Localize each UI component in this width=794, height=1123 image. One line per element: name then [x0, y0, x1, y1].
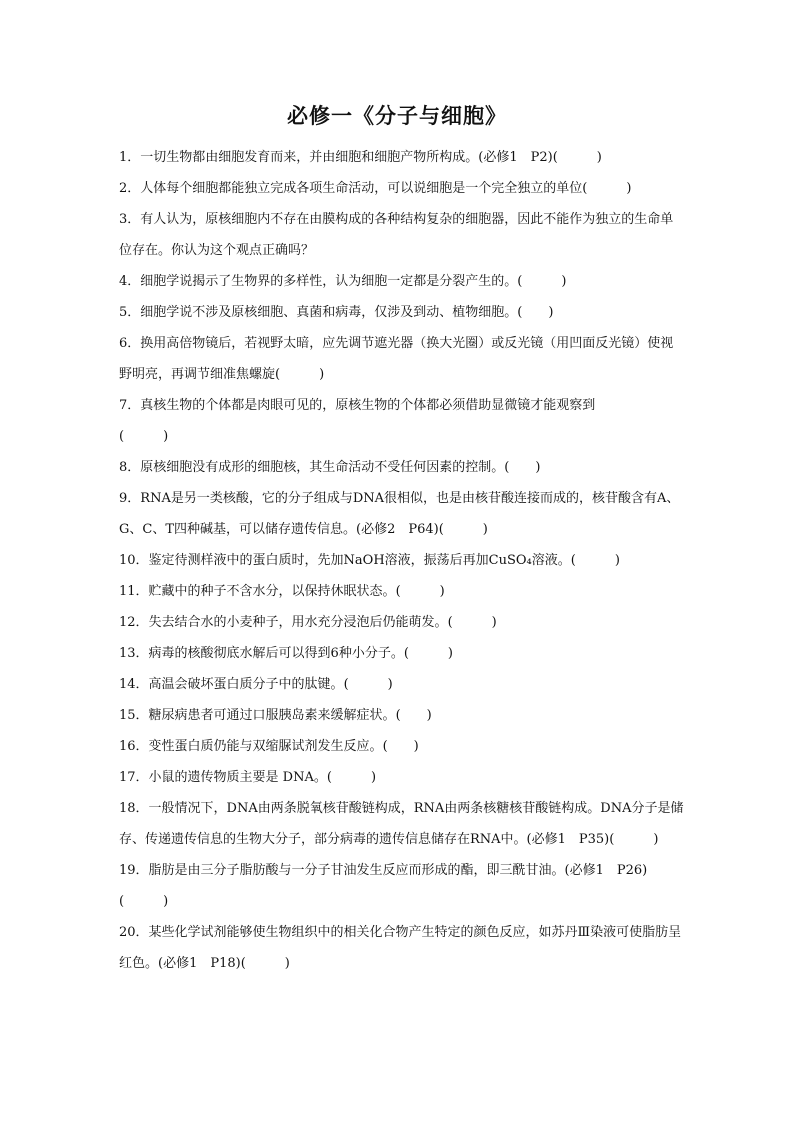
question-number: 17． [119, 770, 149, 785]
question-text: 换用高倍物镜后，若视野太暗，应先调节遮光器（换大光圈）或反光镜（用凹面反光镜）使视野明亮，再调节细准焦螺旋 [119, 336, 674, 382]
question-text: 糖尿病患者可通过口服胰岛素来缓解症状。 [148, 708, 396, 723]
question-text: 细胞学说不涉及原核细胞、真菌和病毒，仅涉及到动、植物细胞。 [140, 305, 518, 320]
question-item [119, 793, 685, 855]
question-number: 12． [119, 615, 149, 630]
question-number: 13． [119, 646, 149, 661]
question-text: 脂肪是由三分子脂肪酸与一分子甘油发生反应而形成的酯，即三酰甘油。(必修1 P26) [148, 863, 648, 878]
answer-blank: ( ) [582, 181, 632, 196]
question-number: 9． [119, 491, 141, 506]
question-item [119, 266, 685, 297]
question-item [119, 855, 685, 917]
question-item [119, 917, 685, 979]
answer-blank: ( ) [240, 956, 290, 971]
question-text: 某些化学试剂能够使生物组织中的相关化合物产生特定的颜色反应，如苏丹Ⅲ染液可使脂肪呈红色。(必修1 P18) [119, 925, 682, 971]
question-item [119, 607, 685, 638]
question-number: 15． [119, 708, 149, 723]
answer-blank: ( ) [504, 460, 541, 475]
question-item [119, 204, 685, 266]
answer-blank: ( ) [517, 274, 567, 289]
question-number: 20． [119, 925, 149, 940]
question-item [119, 545, 685, 576]
question-number: 10． [119, 553, 149, 568]
answer-blank: ( ) [275, 367, 325, 382]
question-number: 14． [119, 677, 149, 692]
question-number: 16． [119, 739, 149, 754]
answer-blank: ( ) [395, 584, 445, 599]
question-text: 失去结合水的小麦种子，用水充分浸泡后仍能萌发。 [148, 615, 448, 630]
question-item [119, 638, 685, 669]
answer-blank: ( ) [570, 553, 620, 568]
question-number: 18． [119, 801, 149, 816]
question-text: 原核细胞没有成形的细胞核，其生命活动不受任何因素的控制。 [140, 460, 505, 475]
question-text: 贮藏中的种子不含水分，以保持休眠状态。 [148, 584, 396, 599]
question-text: 细胞学说揭示了生物界的多样性，认为细胞一定都是分裂产生的。 [140, 274, 518, 289]
question-text: 鉴定待测样液中的蛋白质时，先加NaOH溶液，振荡后再加CuSO₄溶液。 [148, 553, 571, 568]
question-item [119, 669, 685, 700]
question-number: 7． [119, 398, 141, 413]
answer-blank: ( ) [438, 522, 488, 537]
answer-blank: ( ) [343, 677, 393, 692]
question-list [119, 142, 685, 979]
question-number: 5． [119, 305, 141, 320]
question-text: 真核生物的个体都是肉眼可见的，原核生物的个体都必须借助显微镜才能观察到 [140, 398, 596, 413]
answer-blank: ( ) [119, 429, 169, 444]
answer-blank: ( ) [447, 615, 497, 630]
question-text: 有人认为，原核细胞内不存在由膜构成的各种结构复杂的细胞器，因此不能作为独立的生命单位存在。你认为这个观点正确吗？ [119, 212, 674, 258]
question-number: 6． [119, 336, 141, 351]
question-text: RNA是另一类核酸，它的分子组成与DNA很相似，也是由核苷酸连接而成的，核苷酸含有A、G、C、T四种碱基，可以储存遗传信息。(必修2 P64) [119, 491, 680, 537]
question-item [119, 452, 685, 483]
answer-blank: ( ) [517, 305, 554, 320]
question-item [119, 700, 685, 731]
question-text: 人体每个细胞都能独立完成各项生命活动，可以说细胞是一个完全独立的单位 [140, 181, 583, 196]
question-item [119, 297, 685, 328]
page-title: 必修一《分子与细胞》 [287, 103, 507, 128]
question-number: 1． [119, 150, 141, 165]
question-item [119, 483, 685, 545]
question-number: 19． [119, 863, 149, 878]
answer-blank: ( ) [403, 646, 453, 661]
question-item [119, 390, 685, 452]
answer-blank: ( ) [326, 770, 377, 785]
answer-blank: ( ) [395, 708, 432, 723]
question-item [119, 328, 685, 390]
answer-blank: ( ) [552, 150, 602, 165]
question-number: 2． [119, 181, 141, 196]
question-text: 变性蛋白质仍能与双缩脲试剂发生反应。 [148, 739, 383, 754]
question-text: 小鼠的遗传物质主要是 DNA。 [148, 770, 327, 785]
question-text: 高温会破坏蛋白质分子中的肽键。 [148, 677, 344, 692]
question-item [119, 173, 685, 204]
question-text: 一切生物都由细胞发育而来，并由细胞和细胞产物所构成。(必修1 P2) [140, 150, 553, 165]
question-number: 3． [119, 212, 141, 227]
question-item [119, 142, 685, 173]
question-item [119, 731, 685, 762]
question-number: 11． [119, 584, 149, 599]
question-text: 一般情况下，DNA由两条脱氧核苷酸链构成，RNA由两条核糖核苷酸链构成。DNA分子是储存、传递遗传信息的生物大分子，部分病毒的遗传信息储存在RNA中。(必修1 P35) [119, 801, 684, 847]
question-number: 8． [119, 460, 141, 475]
answer-blank: ( ) [609, 832, 659, 847]
answer-blank: ( ) [119, 894, 169, 909]
question-item [119, 576, 685, 607]
question-number: 4． [119, 274, 141, 289]
question-item [119, 762, 685, 793]
answer-blank: ( ) [382, 739, 419, 754]
question-text: 病毒的核酸彻底水解后可以得到6种小分子。 [148, 646, 404, 661]
